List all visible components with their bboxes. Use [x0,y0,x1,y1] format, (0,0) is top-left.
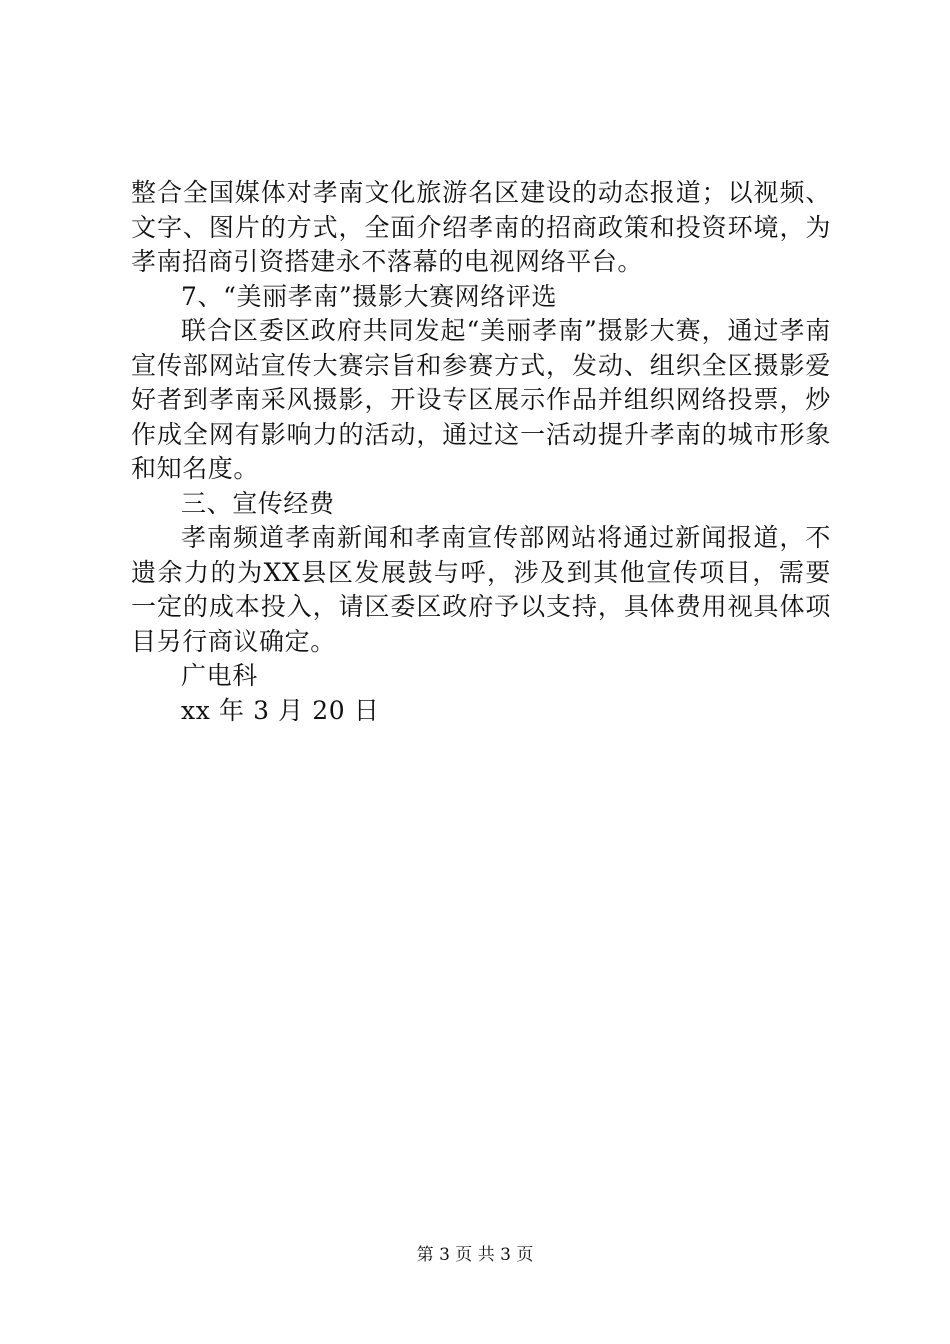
paragraph-publicity-funding: 孝南频道孝南新闻和孝南宣传部网站将通过新闻报道，不遗余力的为XX县区发展鼓与呼，涉及到其他宣传项目，需要一定的成本投入，请区委区政府予以支持，具体费用视具体项目另行商议确定。 [131,523,831,656]
paragraph-media-coverage: 整合全国媒体对孝南文化旅游名区建设的动态报道；以视频、文字、图片的方式，全面介绍孝南的招商政策和投资环境，为孝南招商引资搭建永不落幕的电视网络平台。 [131,178,831,276]
document-body [131,176,831,728]
paragraph-photo-contest: 联合区委区政府共同发起“美丽孝南”摄影大赛，通过孝南宣传部网站宣传大赛宗旨和参赛方式，发动、组织全区摄影爱好者到孝南采风摄影，开设专区展示作品并组织网络投票，炒作成全网有影响力的活动，通过这一活动提升孝南的城市形象和知名度。 [131,316,831,483]
page-footer [0,1244,950,1266]
signature-org: 广电科 [181,661,258,690]
section-heading-publicity-funding: 三、宣传经费 [181,488,335,518]
signature-date: xx 年 3 月 20 日 [181,695,380,725]
page-number-label: 第 3 页 共 3 页 [416,1245,534,1265]
section-heading-photo-contest: 7、“美丽孝南”摄影大赛网络评选 [181,281,558,311]
